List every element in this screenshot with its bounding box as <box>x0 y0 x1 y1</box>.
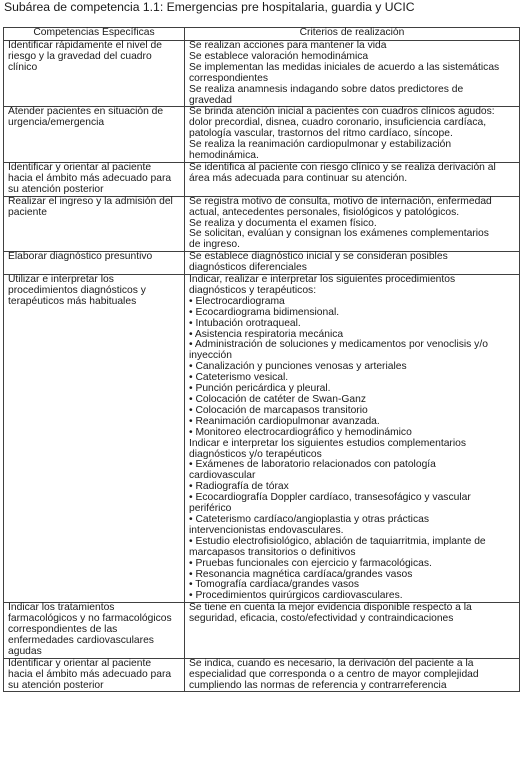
competencia-line: agudas <box>8 645 42 657</box>
table-row <box>4 196 520 252</box>
competencia-line: Atender pacientes en situación de <box>8 106 164 118</box>
criterio-line: • Pruebas funcionales con ejercicio y farmacológicas. <box>189 557 432 569</box>
criterio-line: Se solicitan, evalúan y consignan los exámenes complementarios <box>189 228 489 240</box>
competencia-line: clínico <box>8 61 38 73</box>
competencia-cell <box>4 196 185 252</box>
criterio-line: Se implementan las medidas iniciales de acuerdo a las sistemáticas <box>189 61 500 73</box>
competencia-line: urgencia/emergencia <box>8 117 105 129</box>
criterio-line: • Exámenes de laboratorio relacionados con patología <box>189 459 436 471</box>
criterio-line: actual, antecedentes personales, fisiológicos y patológicos. <box>189 206 460 218</box>
criterio-line: dolor precordial, disnea, cuadro coronario, insuficiencia cardíaca, <box>189 117 487 129</box>
competencia-line: procedimientos diagnósticos y <box>8 284 146 296</box>
criterio-line: correspondientes <box>189 72 268 84</box>
criterio-line: Se realiza la reanimación cardiopulmonar y estabilización <box>189 139 452 151</box>
criterio-line: • Administración de soluciones y medicamentos por venoclisis y/o <box>189 339 488 351</box>
criterios-cell <box>185 162 520 196</box>
table-row <box>4 162 520 196</box>
competencia-cell <box>4 107 185 163</box>
table-row <box>4 252 520 275</box>
header-criterios: Criterios de realización <box>185 28 520 41</box>
criterio-line: Se registra motivo de consulta, motivo de internación, enfermedad <box>189 195 492 207</box>
criterio-line: diagnósticos y/o terapéuticos <box>189 448 322 460</box>
criterios-cell <box>185 275 520 603</box>
criterio-line: • Intubación orotraqueal. <box>189 317 301 329</box>
table-row <box>4 41 520 107</box>
competency-table <box>3 27 520 692</box>
criterio-line: Indicar e interpretar los siguientes estudios complementarios <box>189 437 467 449</box>
criterios-cell <box>185 196 520 252</box>
criterio-line: • Ecocardiografía Doppler cardíaco, transesofágico y vascular <box>189 492 471 504</box>
criterio-line: Se tiene en cuenta la mejor evidencia disponible respecto a la <box>189 602 472 614</box>
competencia-line: paciente <box>8 206 47 218</box>
criterio-line: Se establece valoración hemodinámica <box>189 50 369 62</box>
criterio-line: Se realizan acciones para mantener la vida <box>189 40 387 51</box>
criterio-line: inyección <box>189 350 232 362</box>
competencia-cell <box>4 162 185 196</box>
criterio-line: • Asistencia respiratoria mecánica <box>189 328 344 340</box>
competencia-cell <box>4 658 185 692</box>
criterio-line: seguridad, eficacia, costo/efectividad y contraindicaciones <box>189 613 454 625</box>
criterio-line: periférico <box>189 503 232 515</box>
competencia-line: hacia el ámbito más adecuado para <box>8 172 172 184</box>
criterio-line: • Colocación de catéter de Swan-Ganz <box>189 394 367 405</box>
criterio-line: • Resonancia magnética cardíaca/grandes vasos <box>189 568 413 580</box>
criterio-line: • Monitoreo electrocardiográfico y hemodinámico <box>189 426 412 438</box>
criterios-cell <box>185 107 520 163</box>
criterio-line: especialidad que corresponda o a centro de mayor complejidad <box>189 668 479 680</box>
criterios-cell <box>185 658 520 692</box>
competencia-line: riesgo y la gravedad del cuadro <box>8 50 152 62</box>
criterio-line: de ingreso. <box>189 239 240 251</box>
competencia-line: Identificar y orientar al paciente <box>8 657 152 669</box>
competencia-line: enfermedades cardiovasculares <box>8 634 154 646</box>
table-row <box>4 107 520 163</box>
criterio-line: Se brinda atención inicial a pacientes con cuadros clínicos agudos: <box>189 106 495 118</box>
criterio-line: • Cateterismo cardíaco/angioplastia y otras prácticas <box>189 513 429 525</box>
criterio-line: • Ecocardiograma bidimensional. <box>189 306 340 318</box>
table-row <box>4 658 520 692</box>
criterio-line: cardiovascular <box>189 470 256 482</box>
criterio-line: hemodinámica. <box>189 150 259 162</box>
competencia-line: Identificar y orientar al paciente <box>8 161 152 173</box>
criterio-line: Indicar, realizar e interpretar los siguientes procedimientos <box>189 274 456 286</box>
criterio-line: • Estudio electrofisiológico, ablación de taquiarritmia, implante de <box>189 535 486 547</box>
criterio-line: diagnósticos diferenciales <box>189 262 307 274</box>
criterio-line: intervencionistas endovasculares. <box>189 524 344 536</box>
competencia-cell <box>4 41 185 107</box>
competencia-line: Utilizar e interpretar los <box>8 274 114 286</box>
criterio-line: Se realiza anamnesis indagando sobre datos predictores de <box>189 83 464 95</box>
criterio-line: patología vascular, trastornos del ritmo cardíaco, síncope. <box>189 128 453 140</box>
table-header-row <box>4 28 520 41</box>
competencia-line: Realizar el ingreso y la admisión del <box>8 195 173 207</box>
criterio-line: Se identifica al paciente con riesgo clínico y se realiza derivación al <box>189 161 496 173</box>
criterio-line: • Procedimientos quirúrgicos cardiovasculares. <box>189 590 403 602</box>
criterios-cell <box>185 41 520 107</box>
criterios-cell <box>185 603 520 659</box>
competencia-line: Indicar los tratamientos <box>8 602 115 614</box>
criterio-line: • Colocación de marcapasos transitorio <box>189 404 368 416</box>
criterio-line: gravedad <box>189 94 232 106</box>
criterio-line: Se realiza y documenta el examen físico. <box>189 217 377 229</box>
competencia-line: Identificar rápidamente el nivel de <box>8 40 162 51</box>
criterio-line: • Tomografía cardíaca/grandes vasos <box>189 579 359 591</box>
criterio-line: cumpliendo las normas de referencia y contrarreferencia <box>189 679 447 691</box>
table-row <box>4 275 520 603</box>
page-title: Subárea de competencia 1.1: Emergencias pre hospitalaria, guardia y UCIC <box>4 0 415 14</box>
competencia-line: su atención posterior <box>8 679 104 691</box>
criterio-line: • Reanimación cardiopulmonar avanzada. <box>189 415 380 427</box>
competencia-cell <box>4 252 185 275</box>
criterio-line: • Punción pericárdica y pleural. <box>189 383 331 395</box>
competencia-line: hacia el ámbito más adecuado para <box>8 668 172 680</box>
criterio-line: • Radiografía de tórax <box>189 481 289 493</box>
table-row <box>4 603 520 659</box>
table-body <box>4 41 520 692</box>
competencia-cell <box>4 603 185 659</box>
criterios-cell <box>185 252 520 275</box>
criterio-line: diagnósticos y terapéuticos: <box>189 284 317 296</box>
competencia-cell <box>4 275 185 603</box>
criterio-line: • Electrocardiograma <box>189 295 285 307</box>
competencia-line: Elaborar diagnóstico presuntivo <box>8 251 153 263</box>
header-competencias: Competencias Específicas <box>4 28 185 41</box>
criterio-line: Se indica, cuando es necesario, la derivación del paciente a la <box>189 657 474 669</box>
competencia-line: su atención posterior <box>8 183 104 195</box>
competencia-line: terapéuticos más habituales <box>8 295 137 307</box>
competencia-line: farmacológicos y no farmacológicos <box>8 613 172 625</box>
criterio-line: • Canalización y punciones venosas y arteriales <box>189 361 407 373</box>
criterio-line: Se establece diagnóstico inicial y se consideran posibles <box>189 251 448 263</box>
criterio-line: área más adecuada para continuar su atención. <box>189 172 408 184</box>
criterio-line: • Cateterismo vesical. <box>189 372 289 384</box>
criterio-line: marcapasos transitorios o definitivos <box>189 546 356 558</box>
competencia-line: correspondientes de las <box>8 624 118 636</box>
